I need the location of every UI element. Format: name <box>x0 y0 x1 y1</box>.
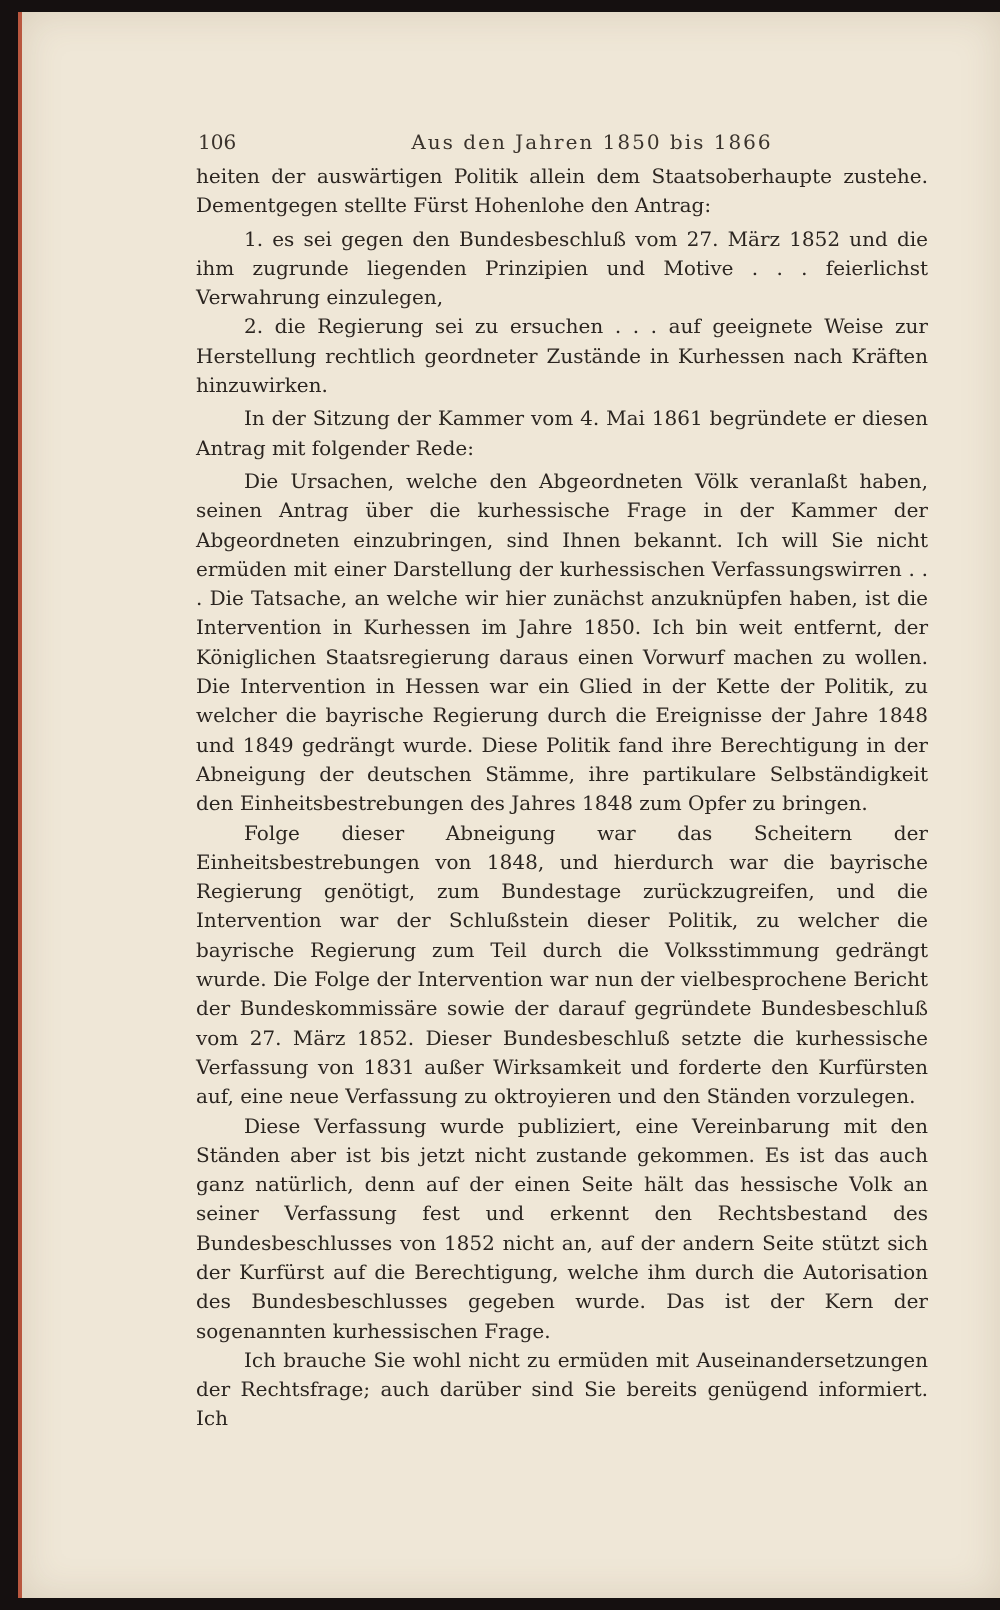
paragraph: Ich brauche Sie wohl nicht zu ermüden mit Auseinandersetzungen der Rechtsfrage; auch darüber sind Sie bereits genügend informiert. Ich <box>196 1347 928 1431</box>
page-content <box>196 124 928 1434</box>
running-head-title: Aus den Jahren 1850 bis 1866 <box>411 130 773 154</box>
list-item: 2. die Regierung sei zu ersuchen . . . auf geeignete Weise zur Herstellung rechtlich geordneter Zustände in Kurhessen nach Kräften hinzuwirken. <box>196 314 928 398</box>
paragraph: Diese Verfassung wurde publiziert, eine Vereinbarung mit den Ständen aber ist bis jetzt nicht zustande gekommen. Es ist das auch ganz natürlich, denn auf der einen Seite hält das hessische Volk an seiner Verfassung fest und erkennt den Rechtsbestand des Bundesbeschlusses von 1852 nicht an, auf der andern Seite stützt sich der Kurfürst auf die Berechtigung, welche ihm durch die Autorisation des Bundesbeschlusses gegeben wurde. Das ist der Kern der sogenannten kurhessischen Frage. <box>196 1113 928 1343</box>
book-page <box>18 12 1000 1598</box>
paragraph: heiten der auswärtigen Politik allein dem Staatsoberhaupte zustehe. Dementgegen stellte Fürst Hohenlohe den Antrag: <box>196 164 928 218</box>
body-text <box>196 162 928 1434</box>
page-number: 106 <box>198 130 237 154</box>
running-head <box>196 124 928 160</box>
paragraph: Die Ursachen, welche den Abgeordneten Völk veranlaßt haben, seinen Antrag über die kurhessische Frage in der Kammer der Abgeordneten einzubringen, sind Ihnen bekannt. Ich will Sie nicht ermüden mit einer Darstellung der kurhessischen Verfassungswirren . . . Die Tatsache, an welche wir hier zunächst anzuknüpfen haben, ist die Intervention in Kurhessen im Jahre 1850. Ich bin weit entfernt, der Königlichen Staatsregierung daraus einen Vorwurf machen zu wollen. Die Intervention in Hessen war ein Glied in der Kette der Politik, zu welcher die bayrische Regierung durch die Ereignisse der Jahre 1848 und 1849 gedrängt wurde. Diese Politik fand ihre Berechtigung in der Abneigung der deutschen Stämme, ihre partikulare Selbständigkeit den Einheitsbestrebungen des Jahres 1848 zum Opfer zu bringen. <box>196 468 928 816</box>
list-item: 1. es sei gegen den Bundesbeschluß vom 27. März 1852 und die ihm zugrunde liegenden Prinzipien und Motive . . . feierlichst Verwahrung einzulegen, <box>196 226 928 310</box>
paragraph: In der Sitzung der Kammer vom 4. Mai 1861 begründete er diesen Antrag mit folgender Rede: <box>196 406 928 460</box>
paragraph: Folge dieser Abneigung war das Scheitern der Einheitsbestrebungen von 1848, und hierdurch war die bayrische Regierung genötigt, zum Bundestage zurückzugreifen, und die Intervention war der Schlußstein dieser Politik, zu welcher die bayrische Regierung zum Teil durch die Volksstimmung gedrängt wurde. Die Folge der Intervention war nun der vielbesprochene Bericht der Bundeskommissäre sowie der darauf gegründete Bundesbeschluß vom 27. März 1852. Dieser Bundesbeschluß setzte die kurhessische Verfassung von 1831 außer Wirksamkeit und forderte den Kurfürsten auf, eine neue Verfassung zu oktroyieren und den Ständen vorzulegen. <box>196 820 928 1109</box>
